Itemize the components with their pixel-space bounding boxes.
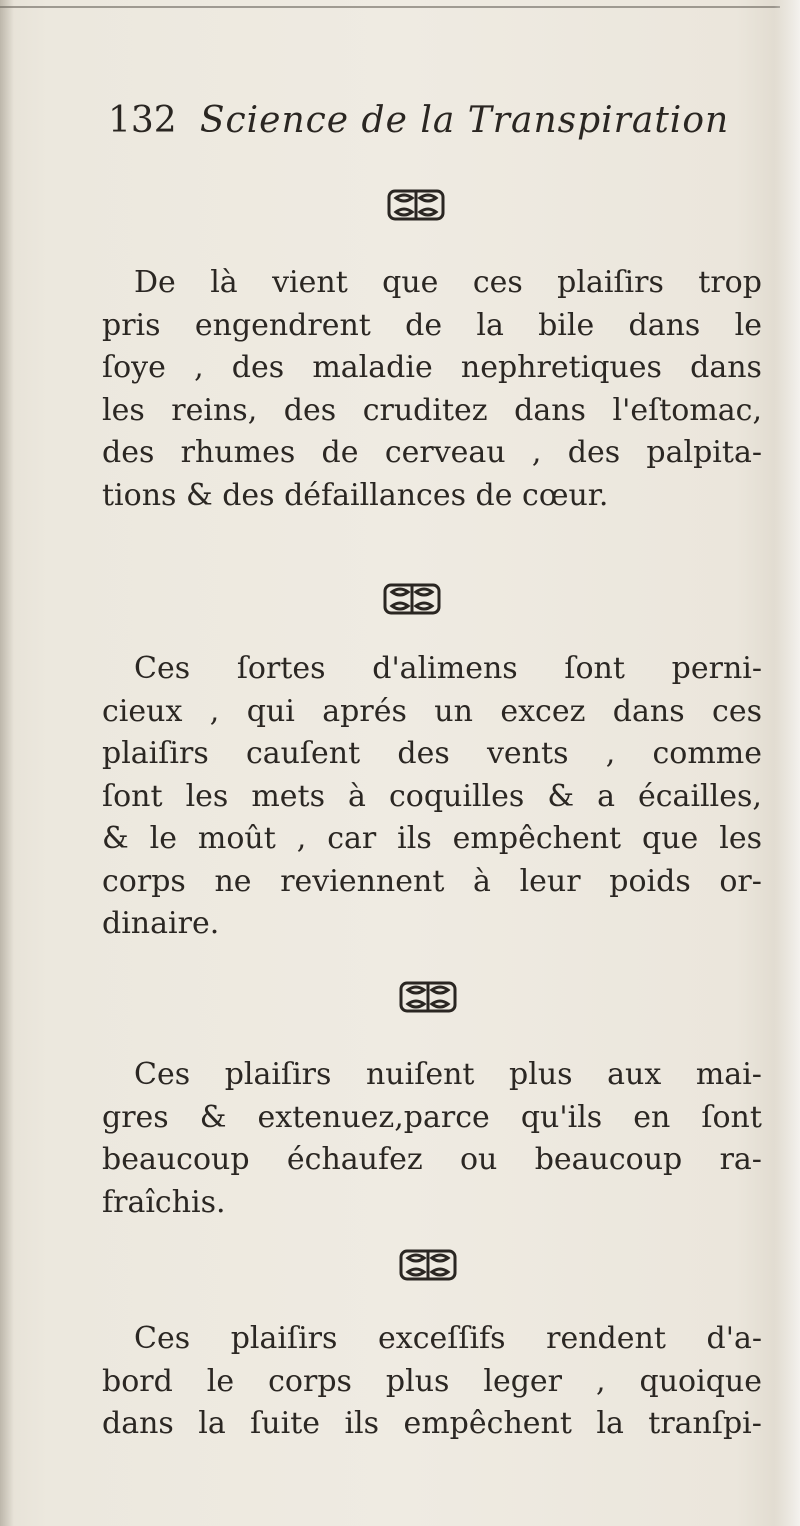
page-gutter-shadow (0, 0, 14, 1526)
text-line: Ces plaiſirs exceſſifs rendent d'a- (134, 1321, 762, 1356)
text-line: ſont les mets à coquilles & a écailles, (102, 778, 762, 814)
fleuron-ornament-icon (382, 582, 442, 616)
text-line: dinaire. (102, 906, 220, 941)
page-top-edge (0, 6, 780, 8)
text-line: corps ne reviennent à leur poids or- (102, 863, 762, 899)
paragraph-4 (102, 1318, 762, 1446)
text-line: des rhumes de cerveau , des palpita- (102, 435, 762, 470)
running-title: Science de la Transpiration (199, 100, 730, 141)
text-line: fraîchis. (102, 1184, 226, 1220)
fleuron-ornament-icon (386, 188, 446, 222)
text-line: beaucoup échaufez ou beaucoup ra- (102, 1142, 762, 1177)
fleuron-ornament-icon (398, 980, 458, 1014)
page-number: 132 (108, 100, 177, 141)
running-header (108, 100, 729, 141)
text-line: ſoye , des maladie nephretiques dans (102, 350, 762, 385)
text-line: gres & extenuez,parce qu'ils en ſont (102, 1099, 762, 1135)
text-line: pris engendrent de la bile dans le (102, 307, 762, 343)
text-line: plaiſirs cauſent des vents , comme (102, 736, 762, 771)
page-right-edge (774, 0, 800, 1526)
text-line: bord le corps plus leger , quoique (102, 1363, 762, 1399)
text-line: Ces plaiſirs nuiſent plus aux mai- (134, 1057, 762, 1092)
fleuron-ornament-icon (398, 1248, 458, 1282)
text-line: Ces ſortes d'alimens ſont perni- (134, 651, 762, 686)
text-line: De là vient que ces plaiſirs trop (134, 265, 762, 300)
paragraph-1 (102, 262, 762, 517)
text-line: dans la ſuite ils empêchent la tranſpi- (102, 1406, 762, 1441)
paragraph-3 (102, 1054, 762, 1224)
paragraph-2 (102, 648, 762, 946)
text-line: les reins, des cruditez dans l'eſtomac, (102, 392, 762, 428)
text-line: cieux , qui aprés un excez dans ces (102, 693, 762, 729)
text-line: tions & des défaillances de cœur. (102, 477, 609, 513)
text-line: & le moût , car ils empêchent que les (102, 821, 762, 856)
